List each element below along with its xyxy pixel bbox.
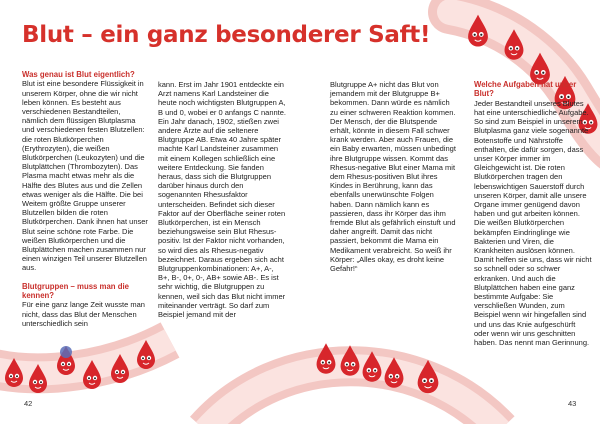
paragraph: Blut ist eine besondere Flüssigkeit in unserem Körper, ohne die wir nicht leben können. Es besteht aus verschiedenen Bestandteilen, nämlich dem flüssigen Blutplasma und verschiedenen festen Blutzellen: die roten Blutkörperchen (Erythrozyten), die weißen Blutkörperchen (Leukozyten) und die Blutplättchen (Thrombozyten). Das Plasma macht etwas mehr als die Hälfte des Blutes aus und die Zellen etwas weniger als die Hälfte. Die bei Weitem größte Gruppe unserer Blutzellen bilden die roten Blutkörperchen. Dank ihnen hat unser Blut seine schöne rote Farbe. Die weißen Blutkörperchen und die Blutplättchen machen zusammen nur einen winzigen Teil unserer Blutzellen aus. (22, 79, 148, 273)
paragraph: Jeder Bestandteil unseres Blutes hat eine unterschiedliche Aufgabe. So sind zum Beispiel in unserem Blutplasma ganz viele sogenannte Botenstoffe und Nährstoffe enthalten, die dafür sorgen, dass unser Körper immer im Gleichgewicht ist. Die roten Blutkörperchen tragen den lebenswichtigen Sauerstoff durch unseren Körper, damit alle unsere Organe immer genügend davon haben und gut arbeiten können. Die weißen Blutkörperchen bekämpfen Eindringlinge wie Bakterien und Viren, die Krankheiten auslösen können. Damit helfen sie uns, dass wir nicht so schnell oder so schwer erkranken. Und auch die Blutplättchen haben eine ganz bestimmte Aufgabe: Sie verschließen Wunden, zum Beispiel wenn wir hingefallen sind und uns das Knie aufgeschürft oder wenn wir uns geschnitten haben. Das nennt man Gerinnung. (474, 98, 592, 348)
text-column-4 (474, 80, 592, 347)
page-number-right: 43 (568, 399, 577, 408)
section-heading: Was genau ist Blut eigentlich? (22, 70, 135, 79)
page-number-left: 42 (24, 399, 33, 408)
text-column-1 (22, 70, 148, 328)
section-heading: Welche Aufgaben hat unser Blut? (474, 80, 577, 99)
vessel-bottom-left (0, 340, 170, 393)
vessel-bottom-right (205, 343, 500, 424)
section-heading: Blutgruppen – muss man die kennen? (22, 281, 130, 301)
page-title: Blut – ein ganz besonderer Saft! (22, 22, 431, 48)
text-column-2 (158, 80, 286, 319)
paragraph: Für eine ganz lange Zeit wusste man nicht, dass das Blut der Menschen unterschiedlich sein (22, 300, 145, 328)
paragraph: kann. Erst im Jahr 1901 entdeckte ein Arzt namens Karl Landsteiner die heute noch wichtigsten Blutgruppen A, B und 0, wobei er 0 anfangs C nannte. Ein Jahr danach, 1902, stießen zwei andere Ärzte auf die seltenere Blutgruppe AB. Etwa 40 Jahre später machte Karl Landsteiner zusammen mit einem Kollegen schließlich eine weitere Entdeckung. Sie fanden heraus, dass sich die Blutgruppen darüber hinaus durch den sogenannten Rhesusfaktor unterscheiden. Befindet sich dieser Faktor auf der Oberfläche seiner roten Blutkörperchen, ist ein Mensch beziehungsweise sein Blut Rhesus-positiv. Ist der Faktor nicht vorhanden, so wird dies als Rhesus-negativ bezeichnet. Daraus ergeben sich acht Blutgruppenkombinationen: A+, A-, B+, B-, 0+, 0-, AB+ sowie AB-. Es ist sehr wichtig, die Blutgruppen zu kennen, weil sich das Blut nicht immer miteinander verträgt. So darf zum Beispiel jemand mit der (158, 80, 287, 320)
text-column-3 (330, 80, 458, 273)
paragraph: Blutgruppe A+ nicht das Blut von jemandem mit der Blutgruppe B+ bekommen. Dann würde es nämlich zu einer schweren Reaktion kommen. Der Mensch, der die Blutspende erhält, könnte in diesem Fall schwer krank werden. Aber auch Frauen, die ein Baby erwarten, müssen unbedingt ihre Blutgruppe wissen. Kommt das Rhesus-negative Blut einer Mama mit dem Rhesus-positiven Blut ihres Kindes in Berührung, kann das ebenfalls unerwünschte Folgen haben. Dann nämlich kann es passieren, dass ihr Körper das ihm fremde Blut als gefährlich einstuft und daher angreift. Damit das nicht passiert, bekommt die Mama ein Medikament verabreicht. So weiß ihr Körper: „Alles okay, es droht keine Gefahr!“ (330, 80, 456, 274)
